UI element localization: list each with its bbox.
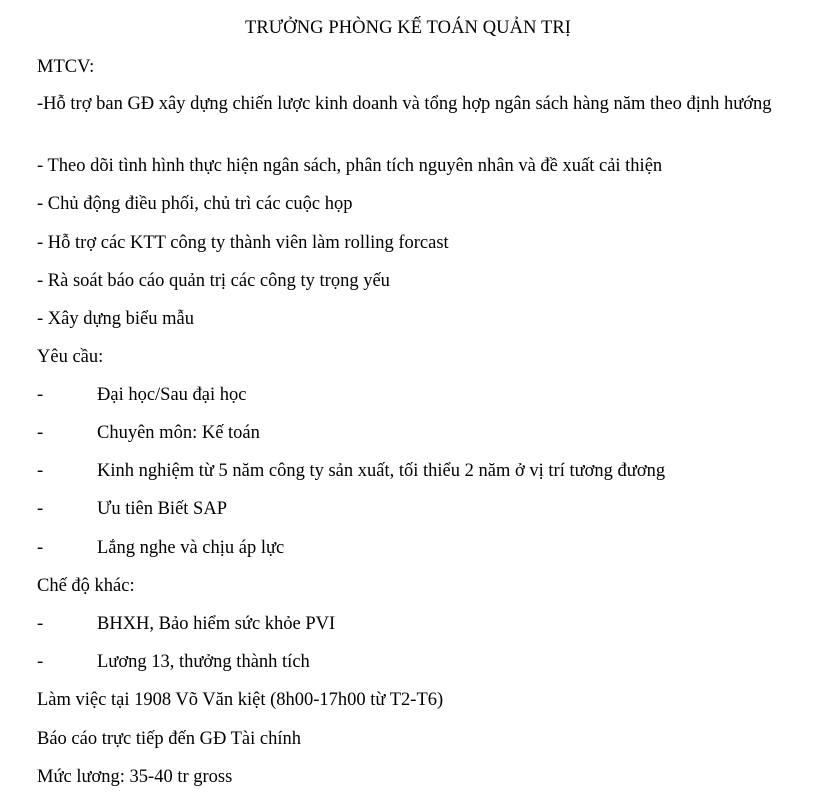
requirement-item	[37, 537, 284, 559]
bullet-dash: -	[37, 652, 44, 672]
mtcv-item: -Hỗ trợ ban GĐ xây dựng chiến lược kinh doanh và tổng hợp ngân sách hàng năm theo định hướng	[37, 94, 772, 114]
requirement-item	[37, 498, 227, 520]
salary-text: Mức lương: 35-40 tr gross	[37, 767, 233, 787]
bullet-dash: -	[37, 385, 44, 405]
benefit-item	[37, 651, 310, 673]
benefit-item	[37, 613, 335, 635]
bullet-dash: -	[37, 461, 44, 481]
mtcv-item: - Rà soát báo cáo quản trị các công ty trọng yếu	[37, 271, 390, 291]
mtcv-item: - Theo dõi tình hình thực hiện ngân sách, phân tích nguyên nhân và đề xuất cải thiện	[37, 156, 663, 176]
workplace-text: Làm việc tại 1908 Võ Văn kiệt (8h00-17h00 từ T2-T6)	[37, 690, 444, 710]
benefit-text: Lương 13, thưởng thành tích	[97, 652, 310, 672]
mtcv-item: - Hỗ trợ các KTT công ty thành viên làm rolling forcast	[37, 233, 449, 253]
reports-to-text: Báo cáo trực tiếp đến GĐ Tài chính	[37, 729, 301, 749]
mtcv-item: - Chủ động điều phối, chủ trì các cuộc họp	[37, 194, 353, 214]
requirement-text: Lắng nghe và chịu áp lực	[97, 538, 285, 558]
requirement-text: Chuyên môn: Kế toán	[97, 423, 260, 443]
requirements-label: Yêu cầu:	[37, 347, 104, 367]
page-title: TRƯỞNG PHÒNG KẾ TOÁN QUẢN TRỊ	[244, 18, 572, 38]
benefits-label: Chế độ khác:	[37, 576, 135, 596]
requirement-item	[37, 422, 260, 444]
requirement-item	[37, 460, 665, 482]
bullet-dash: -	[37, 499, 44, 519]
requirement-item	[37, 384, 247, 406]
requirement-text: Ưu tiên Biết SAP	[97, 499, 227, 519]
mtcv-label: MTCV:	[37, 57, 95, 77]
requirement-text: Kinh nghiệm từ 5 năm công ty sản xuất, tối thiểu 2 năm ở vị trí tương đương	[97, 461, 666, 481]
benefit-text: BHXH, Bảo hiểm sức khỏe PVI	[97, 614, 336, 634]
bullet-dash: -	[37, 538, 44, 558]
bullet-dash: -	[37, 423, 44, 443]
mtcv-item: - Xây dựng biểu mẫu	[37, 309, 194, 329]
requirement-text: Đại học/Sau đại học	[97, 385, 247, 405]
bullet-dash: -	[37, 614, 44, 634]
